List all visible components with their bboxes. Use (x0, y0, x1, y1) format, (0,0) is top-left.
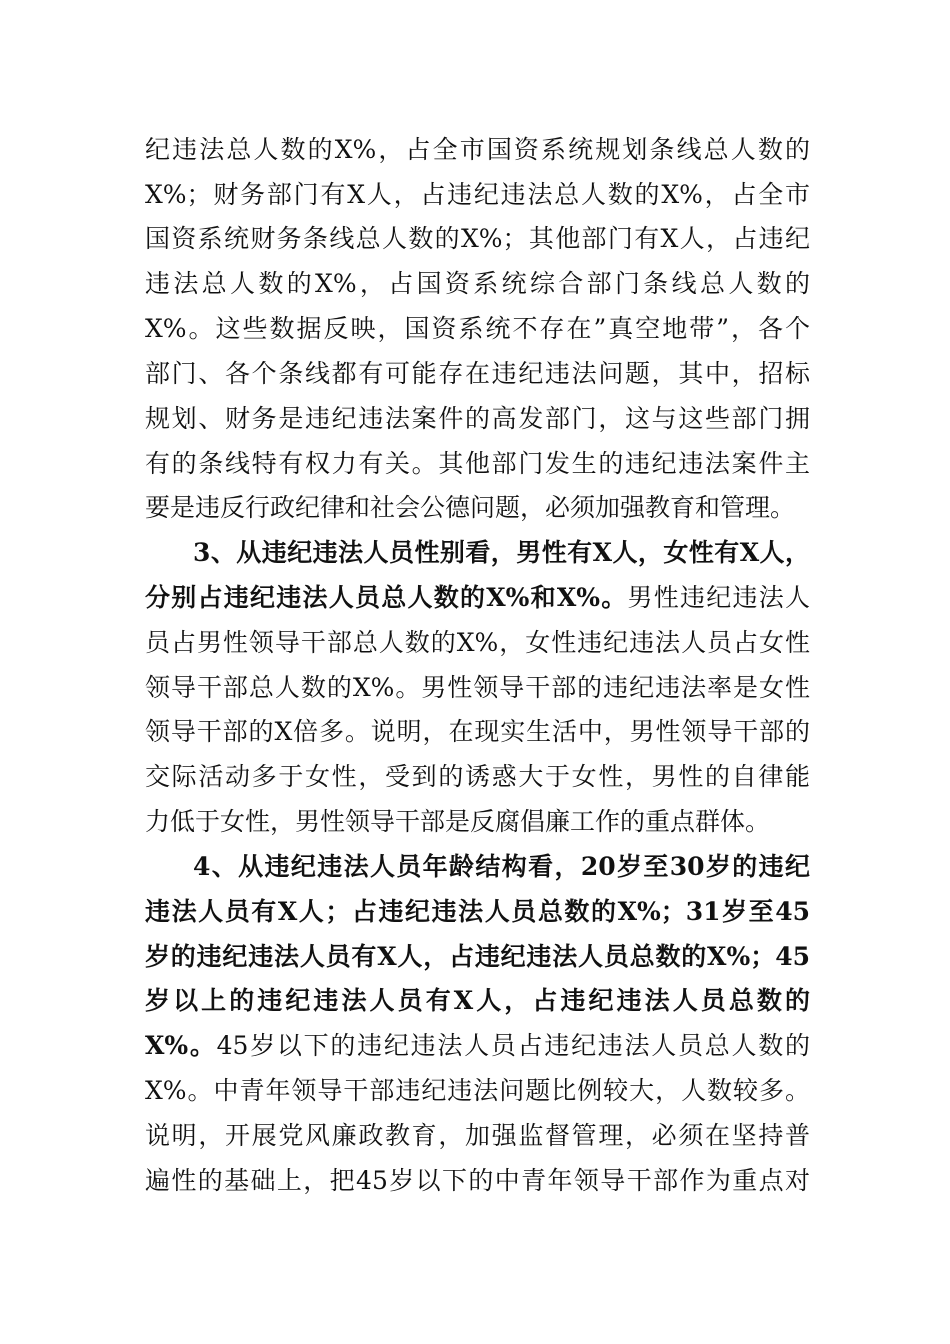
text-run: 员占男性领导干部总人数的X%，女性违纪违法人员占女性 (145, 628, 810, 657)
text-line (145, 175, 810, 215)
text-line (145, 1071, 810, 1111)
text-line (145, 1161, 810, 1201)
bold-run: 分别占违纪违法人员总人数的X%和X%。 (145, 583, 628, 612)
text-run: 45岁以下的违纪违法人员占违纪违法人员总人数的 (216, 1031, 810, 1060)
text-line (145, 981, 810, 1021)
text-line (145, 130, 810, 170)
text-run: 有的条线特有权力有关。其他部门发生的违纪违法案件主 (145, 449, 810, 478)
text-line (145, 399, 810, 439)
text-run: X%。中青年领导干部违纪违法问题比例较大，人数较多。 (145, 1076, 810, 1105)
text-line (145, 668, 810, 708)
text-run: 部门、各个条线都有可能存在违纪违法问题，其中，招标 (145, 359, 810, 388)
text-run: X%；财务部门有X人，占违纪违法总人数的X%，占全市 (145, 180, 810, 209)
text-line (145, 623, 810, 663)
text-line (145, 354, 810, 394)
text-run: 要是违反行政纪律和社会公德问题，必须加强教育和管理。 (145, 493, 796, 522)
text-run: 说明，开展党风廉政教育，加强监督管理，必须在坚持普 (145, 1121, 810, 1150)
text-run: 国资系统财务条线总人数的X%；其他部门有X人，占违纪 (145, 224, 810, 253)
text-line (145, 1116, 810, 1156)
text-run: 男性违纪违法人 (627, 583, 810, 612)
text-run: 交际活动多于女性，受到的诱惑大于女性，男性的自律能 (145, 762, 810, 791)
text-line (145, 802, 810, 842)
text-line (145, 937, 810, 977)
text-line (145, 712, 810, 752)
text-line (145, 444, 810, 484)
text-line (145, 264, 810, 304)
section-heading-line (193, 533, 810, 573)
text-line (145, 578, 810, 618)
text-line (145, 892, 810, 932)
bold-run: 违法人员有X人；占违纪违法人员总数的X%；31岁至45 (145, 897, 810, 926)
text-line (145, 309, 810, 349)
text-line (145, 219, 810, 259)
text-line (145, 757, 810, 797)
text-run: 违法总人数的X%，占国资系统综合部门条线总人数的 (145, 269, 810, 298)
bold-run: 岁以上的违纪违法人员有X人，占违纪违法人员总数的 (145, 986, 810, 1015)
bold-run: 3、从违纪违法人员性别看，男性有X人，女性有X人， (193, 538, 810, 567)
text-run: X%。这些数据反映，国资系统不存在”真空地带”，各个 (145, 314, 810, 343)
bold-run: 岁的违纪违法人员有X人，占违纪违法人员总数的X%；45 (145, 942, 810, 971)
bold-run: 4、从违纪违法人员年龄结构看，20岁至30岁的违纪 (193, 852, 810, 881)
text-run: 领导干部总人数的X%。男性领导干部的违纪违法率是女性 (145, 673, 810, 702)
text-run: 力低于女性，男性领导干部是反腐倡廉工作的重点群体。 (145, 807, 771, 836)
section-heading-line (193, 847, 810, 887)
text-run: 规划、财务是违纪违法案件的高发部门，这与这些部门拥 (145, 404, 810, 433)
text-run: 领导干部的X倍多。说明，在现实生活中，男性领导干部的 (145, 717, 810, 746)
text-line (145, 488, 810, 528)
text-run: 遍性的基础上，把45岁以下的中青年领导干部作为重点对 (145, 1166, 810, 1195)
text-line (145, 1026, 810, 1066)
bold-run: X%。 (145, 1031, 217, 1060)
text-run: 纪违法总人数的X%，占全市国资系统规划条线总人数的 (145, 135, 810, 164)
